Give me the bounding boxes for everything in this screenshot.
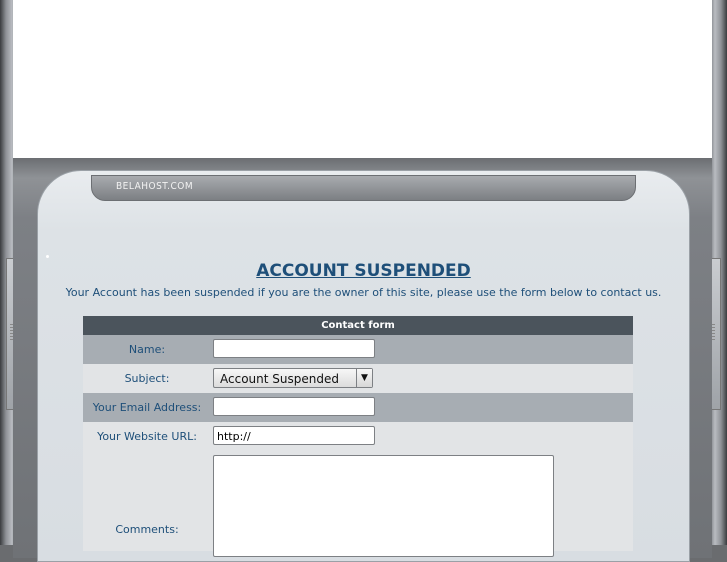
email-input[interactable]	[213, 397, 375, 416]
url-label: Your Website URL:	[97, 430, 197, 443]
subject-row	[83, 364, 633, 393]
comments-textarea[interactable]	[213, 455, 554, 557]
comments-row	[83, 451, 633, 551]
contact-form	[83, 316, 633, 551]
name-label: Name:	[128, 343, 166, 356]
url-input[interactable]: http://	[213, 426, 375, 445]
subject-select-value: Account Suspended	[220, 372, 339, 386]
comments-label: Comments:	[115, 523, 179, 536]
suspension-message: Your Account has been suspended if you are the owner of this site, please use the form below to contact us.	[65, 286, 662, 299]
page-title[interactable]	[0, 261, 727, 281]
contact-form-title: Contact form	[83, 316, 633, 335]
url-row	[83, 422, 633, 451]
decorative-dot	[46, 255, 49, 258]
top-banner	[13, 0, 712, 158]
page-title-text[interactable]: ACCOUNT SUSPENDED	[256, 261, 471, 281]
name-input[interactable]	[213, 339, 375, 358]
chevron-down-icon[interactable]: ▼	[356, 369, 372, 387]
email-row	[83, 393, 633, 422]
email-label: Your Email Address:	[92, 401, 202, 414]
subject-label: Subject:	[124, 372, 170, 385]
subject-select[interactable]	[213, 368, 373, 388]
brand-name: BELAHOST.COM	[116, 181, 194, 192]
name-row	[83, 335, 633, 364]
